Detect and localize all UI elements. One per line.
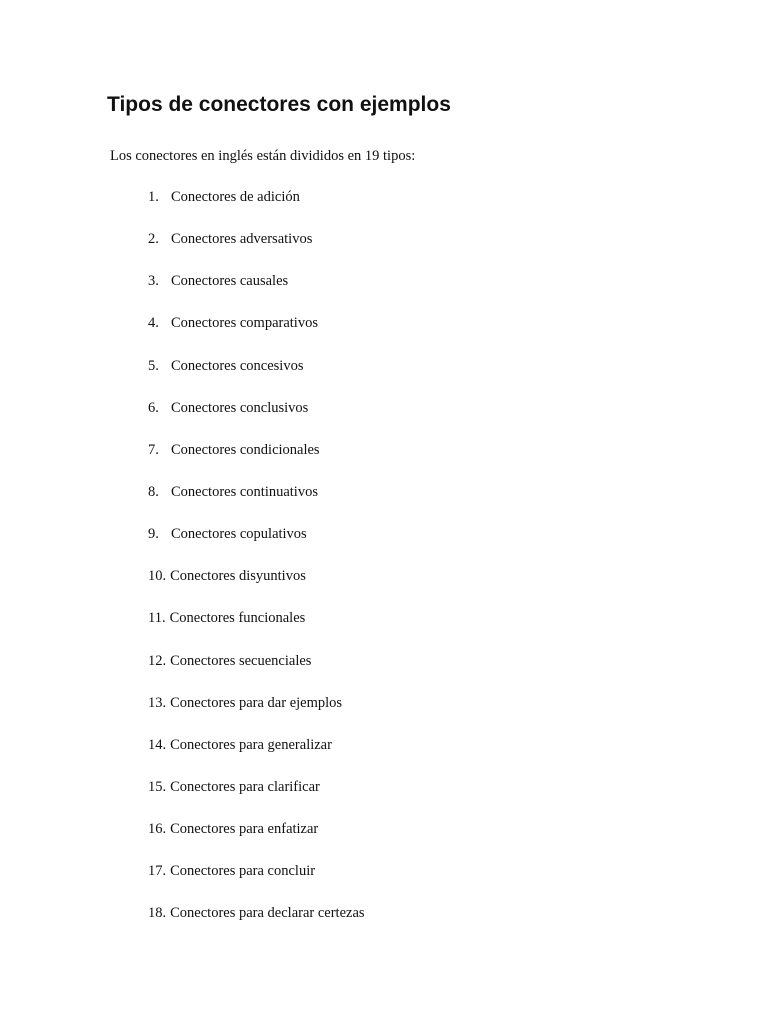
list-item [148, 398, 365, 440]
list-item-number: 6. [148, 399, 159, 416]
list-item-text: Conectores secuenciales [170, 652, 312, 669]
list-item-number: 2. [148, 231, 159, 248]
list-item [148, 777, 365, 819]
list-item-text: Conectores continuativos [171, 483, 318, 500]
list-item-text: Conectores concesivos [171, 357, 304, 374]
list-item-number: 18. [148, 905, 167, 922]
list-item [148, 482, 365, 524]
list-item-number: 7. [148, 441, 159, 458]
list-item [148, 861, 365, 903]
list-item [148, 903, 365, 945]
list-item-number: 9. [148, 526, 159, 543]
intro-paragraph: Los conectores en inglés están divididos en 19 tipos: [110, 148, 416, 164]
list-item [148, 356, 365, 398]
list-item [148, 608, 365, 650]
list-item-number: 10. [148, 568, 167, 585]
list-item [148, 819, 365, 861]
list-item-number: 14. [148, 736, 167, 753]
list-item-number: 16. [148, 821, 167, 838]
list-item-number: 3. [148, 273, 159, 290]
list-item-text: Conectores causales [171, 273, 289, 290]
list-item-number: 11. [148, 610, 166, 627]
list-item [148, 524, 365, 566]
list-item [148, 440, 365, 482]
list-item-text: Conectores para declarar certezas [170, 905, 365, 922]
list-item-text: Conectores conclusivos [171, 399, 309, 416]
list-item-number: 5. [148, 357, 159, 374]
list-item-number: 17. [148, 863, 167, 880]
list-item-number: 13. [148, 694, 167, 711]
list-item-text: Conectores comparativos [171, 315, 318, 332]
list-item-text: Conectores para enfatizar [170, 821, 319, 838]
list-item-text: Conectores disyuntivos [170, 568, 306, 585]
list-item-text: Conectores funcionales [169, 610, 306, 627]
list-item-text: Conectores condicionales [171, 441, 320, 458]
list-item-text: Conectores para clarificar [170, 778, 320, 795]
page-title: Tipos de conectores con ejemplos [107, 93, 451, 116]
list-item-number: 1. [148, 189, 159, 205]
list-item-text: Conectores para generalizar [170, 736, 332, 753]
list-item-text: Conectores para dar ejemplos [170, 694, 343, 711]
list-item-text: Conectores de adición [171, 189, 300, 205]
list-item-text: Conectores adversativos [171, 231, 313, 248]
list-item [148, 735, 365, 777]
list-item-number: 12. [148, 652, 167, 669]
list-item [148, 566, 365, 608]
list-item [148, 229, 365, 271]
list-item [148, 187, 365, 229]
list-item [148, 313, 365, 355]
list-item [148, 271, 365, 313]
list-item-number: 8. [148, 483, 159, 500]
list-item-text: Conectores copulativos [171, 526, 307, 543]
list-item-number: 4. [148, 315, 159, 332]
list-item [148, 651, 365, 693]
list-item [148, 693, 365, 735]
connector-types-list [148, 187, 365, 946]
list-item-number: 15. [148, 778, 167, 795]
list-item-text: Conectores para concluir [170, 863, 316, 880]
